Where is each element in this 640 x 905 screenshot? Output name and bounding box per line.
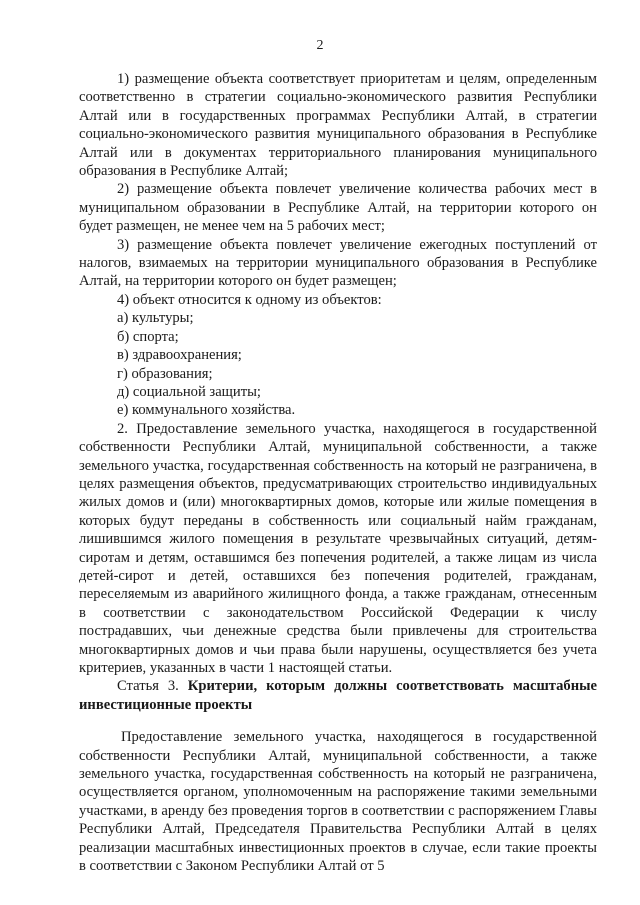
paragraph-item-2: 2) размещение объекта повлечет увеличение количества рабочих мест в муниципальном образовании в Республике Алтай, на территории которого он будет размещен, не менее чем на 5 рабочих мест; [79,181,597,235]
list-item-e: д) социальной защиты; [117,383,261,400]
list-item-d: г) образования; [117,365,213,382]
article-title: Критерии, которым должны соответствовать масштабные инвестиционные проекты [79,678,597,713]
paragraph-item-4: 4) объект относится к одному из объектов: [117,291,382,308]
document-body [79,70,597,875]
paragraph-item-3: 3) размещение объекта повлечет увеличение ежегодных поступлений от налогов, взимаемых на территории муниципального образования в Республике Алтай, на территории которого он будет размещен; [79,236,597,290]
list-item-a: а) культуры; [117,310,194,327]
article-heading [79,677,597,714]
paragraph-section-2: 2. Предоставление земельного участка, находящегося в государственной собственности Республики Алтай, муниципальной собственности, а также земельного участка, государственная собственность на который не разграничена, в целях размещения объектов, предусматривающих строительство индивидуальных жилых домов и (или) многоквартирных домов, которые или жилые помещения в которых будут переданы в собственность или социальный найм гражданам, лишившимся жилого помещения в результате чрезвычайных ситуаций, детям-сиротам и детям, оставшимся без попечения родителей, а также лицам из числа детей-сирот и детей, оставшихся без попечения родителей, гражданам, переселяемым из аварийного жилищного фонда, а также гражданам, отнесенным в соответствии с законодательством Российской Федерации к числу пострадавших, чьи денежные средства были привлечены для строительства многоквартирных домов и чьи права были нарушены, осуществляется без учета критериев, указанных в части 1 настоящей статьи. [79,420,597,676]
list-item-c: в) здравоохранения; [117,347,242,364]
paragraph-item-1: 1) размещение объекта соответствует приоритетам и целям, определенным соответственно в стратегии социально-экономического развития Республики Алтай или в государственных программах Республики Алтай, в стратегии социально-экономического развития муниципального образования в Республике Алтай или в документах территориального планирования муниципального образования в Республике Алтай; [79,71,597,180]
list-item-f: е) коммунального хозяйства. [117,402,296,419]
article-label: Статья 3. [117,678,179,695]
paragraph-article-3: Предоставление земельного участка, находящегося в государственной собственности Республики Алтай, муниципальной собственности, а также земельного участка, государственная собственность на который не разграничена, осуществляется органом, уполномоченным на распоряжение такими земельными участками, в аренду без проведения торгов в соответствии с распоряжением Главы Республики Алтай, Председателя Правительства Республики Алтай в целях реализации масштабных инвестиционных проектов в случае, если такие проекты в соответствии с Законом Республики Алтай от 5 [79,729,597,875]
list-item-b: б) спорта; [117,328,179,345]
page-number: 2 [316,38,324,53]
